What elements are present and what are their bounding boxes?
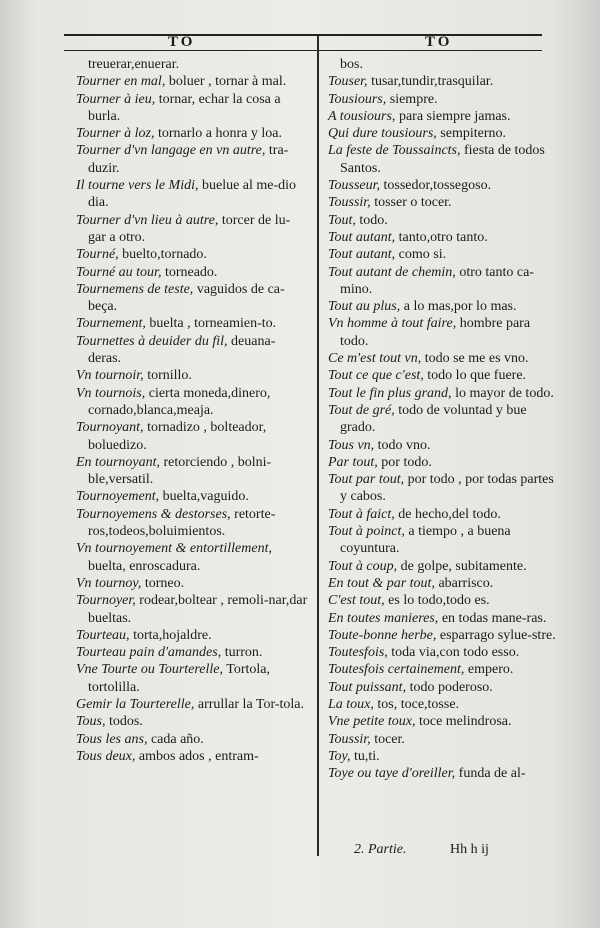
dictionary-entry <box>328 142 556 177</box>
dictionary-entry <box>76 367 308 384</box>
headword: Tourner d'vn lieu à autre, <box>76 212 219 228</box>
dictionary-entry <box>76 419 308 454</box>
definition: buelto,tornado. <box>118 247 207 263</box>
definition: turron. <box>221 645 263 661</box>
dictionary-entry <box>76 592 308 627</box>
headword: Toussir, <box>328 195 371 211</box>
headword: En tout & par tout, <box>328 575 435 591</box>
definition: tornillo. <box>143 368 192 384</box>
headword: Ce m'est tout vn, <box>328 351 422 367</box>
definition: de hecho,del todo. <box>394 506 501 522</box>
headword: Tournettes à deuider du fil, <box>76 333 228 349</box>
dictionary-entry <box>328 315 556 350</box>
dictionary-entry <box>328 696 556 713</box>
definition: todo lo que fuere. <box>423 368 527 384</box>
headword: En tournoyant, <box>76 454 160 470</box>
dictionary-entry <box>328 229 556 246</box>
dictionary-entry <box>328 644 556 661</box>
definition: todo poderoso. <box>406 679 493 695</box>
dictionary-entry <box>328 385 556 402</box>
definition: a tiempo , a buena coyuntura. <box>340 524 511 557</box>
dictionary-entry <box>76 748 308 765</box>
headword: Tourné, <box>76 247 119 263</box>
headword: Tous les ans, <box>76 731 148 747</box>
dictionary-entry <box>328 627 556 644</box>
dictionary-entry <box>328 765 556 782</box>
dictionary-entry <box>76 91 308 126</box>
definition: como si. <box>395 247 447 263</box>
dictionary-entry <box>328 264 556 299</box>
definition: tosser o tocer. <box>370 195 452 211</box>
headword: Tournemens de teste, <box>76 281 194 297</box>
dictionary-entry <box>76 385 308 420</box>
definition: todo vno. <box>374 437 431 453</box>
dictionary-entry <box>76 713 308 730</box>
dictionary-entry <box>328 679 556 696</box>
dictionary-entry <box>328 177 556 194</box>
definition: a lo mas,por lo mas. <box>400 299 517 315</box>
dictionary-entry <box>76 644 308 661</box>
definition: cada año. <box>147 731 204 747</box>
definition: todo. <box>355 212 388 228</box>
headword: Toy, <box>328 748 351 764</box>
headword: Tourner à ieu, <box>76 91 156 107</box>
signature-mark: 2. Partie. <box>354 842 407 857</box>
definition: tornarlo a honra y loa. <box>154 126 282 142</box>
headword: Vn tournoy, <box>76 575 142 591</box>
definition: tu,ti. <box>350 748 380 764</box>
headword: Par tout, <box>328 454 378 470</box>
headword: Vn tournoyement & entortillement, <box>76 541 272 557</box>
headword: Toye ou taye d'oreiller, <box>328 766 456 782</box>
dictionary-entry <box>328 298 556 315</box>
definition: treuerar,enuerar. <box>88 57 180 72</box>
definition: por todo , por todas partes y cabos. <box>340 472 554 505</box>
header-rule <box>64 34 542 36</box>
dictionary-entry <box>328 523 556 558</box>
dictionary-entry <box>76 56 308 73</box>
definition: torneo. <box>141 575 185 591</box>
headword: Tournoyement, <box>76 489 160 505</box>
dictionary-entry <box>328 713 556 730</box>
dictionary-entry <box>328 56 556 73</box>
definition: tra-duzir. <box>88 143 289 176</box>
definition: deuana-deras. <box>88 333 276 367</box>
headword: Tousseur, <box>328 178 381 194</box>
right-column <box>328 56 556 782</box>
headword: Tout par tout, <box>328 472 405 488</box>
headword: Tout à faict, <box>328 506 395 522</box>
headword: Tous, <box>76 714 106 730</box>
dictionary-entry <box>328 471 556 506</box>
headword: Vn tournoir, <box>76 368 144 384</box>
headword: Vne petite toux, <box>328 714 416 730</box>
headword: Tournoyant, <box>76 420 144 436</box>
headword: Vn homme à tout faire, <box>328 316 457 332</box>
headword: Tousiours, <box>328 91 387 107</box>
definition: empero. <box>464 662 514 678</box>
definition: bos. <box>340 57 363 72</box>
definition: otro tanto ca-mino. <box>340 264 534 297</box>
dictionary-entry <box>328 246 556 263</box>
headword: Touser, <box>328 74 368 90</box>
dictionary-entry <box>328 558 556 575</box>
headword: Qui dure tousiours, <box>328 126 437 142</box>
dictionary-entry <box>328 437 556 454</box>
definition: buelta, enroscadura. <box>88 558 201 574</box>
dictionary-entry <box>76 264 308 281</box>
headword: Toutesfois, <box>328 645 388 661</box>
headword: Tout autant, <box>328 229 396 245</box>
headword: Tourteau, <box>76 627 130 643</box>
dictionary-entry <box>328 108 556 125</box>
dictionary-entry <box>328 73 556 90</box>
definition: tornadizo , bolteador, boluedizo. <box>88 420 267 453</box>
headword: Toute-bonne herbe, <box>328 627 437 643</box>
definition: retorciendo , bolni-ble,versatil. <box>88 454 272 488</box>
definition: tornar, echar la cosa a burla. <box>88 91 281 124</box>
header-underline <box>64 50 542 51</box>
definition: todo de voluntad y bue grado. <box>340 402 527 436</box>
headword: Gemir la Tourterelle, <box>76 696 195 712</box>
headword: Toutesfois certainement, <box>328 662 465 678</box>
headword: Tournement, <box>76 316 146 332</box>
definition: de golpe, subitamente. <box>397 558 527 574</box>
dictionary-entry <box>328 367 556 384</box>
dictionary-entry <box>328 748 556 765</box>
definition: torta,hojaldre. <box>129 627 212 643</box>
dictionary-entry <box>328 575 556 592</box>
dictionary-entry <box>76 488 308 505</box>
dictionary-entry <box>328 661 556 678</box>
dictionary-entry <box>328 194 556 211</box>
dictionary-entry <box>328 91 556 108</box>
page-footer <box>328 842 556 860</box>
definition: esparrago sylue-stre. <box>436 627 556 643</box>
dictionary-entry <box>328 610 556 627</box>
headword: En toutes manieres, <box>328 610 439 626</box>
headword: Tout, <box>328 212 356 228</box>
definition: torneado. <box>161 264 218 280</box>
column-divider <box>317 36 319 856</box>
definition: tanto,otro tanto. <box>395 229 488 245</box>
dictionary-entry <box>76 315 308 332</box>
definition: toda via,con todo esso. <box>387 645 520 661</box>
definition: es lo todo,todo es. <box>384 593 490 609</box>
headword: Tout autant, <box>328 247 396 263</box>
definition: tocer. <box>370 731 405 747</box>
dictionary-entry <box>76 177 308 212</box>
definition: buelue al me-dio dia. <box>88 178 297 211</box>
headword: Tout au plus, <box>328 299 401 315</box>
definition: todos. <box>105 714 143 730</box>
left-column <box>76 56 308 765</box>
dictionary-entry <box>76 731 308 748</box>
headword: La toux, <box>328 696 374 712</box>
dictionary-entry <box>76 627 308 644</box>
headword: Tournoyer, <box>76 593 136 609</box>
headword: Tourner en mal, <box>76 74 166 90</box>
headword: Toussir, <box>328 731 371 747</box>
dictionary-entry <box>76 281 308 316</box>
dictionary-entry <box>76 506 308 541</box>
definition: en todas mane-ras. <box>438 610 547 626</box>
headword: Tous vn, <box>328 437 375 453</box>
definition: tusar,tundir,trasquilar. <box>367 74 494 90</box>
dictionary-entry <box>328 731 556 748</box>
headword: Tout à poinct, <box>328 524 405 540</box>
headword: Tournoyemens & destorses, <box>76 506 231 522</box>
headword: Tous deux, <box>76 748 136 764</box>
definition: para siempre jamas. <box>395 108 511 124</box>
headword: Vne Tourte ou Tourterelle, <box>76 662 224 678</box>
definition: siempre. <box>386 91 438 107</box>
headword: Tourner d'vn langage en vn autre, <box>76 143 266 159</box>
definition: lo mayor de todo. <box>451 385 554 401</box>
dictionary-entry <box>76 661 308 696</box>
dictionary-entry <box>76 73 308 90</box>
definition: funda de al- <box>455 766 526 782</box>
dictionary-entry <box>76 125 308 142</box>
definition: hombre para todo. <box>340 316 531 349</box>
definition: torcer de lu-gar a otro. <box>88 212 291 245</box>
dictionary-entry <box>76 142 308 177</box>
running-head-right: TO <box>425 34 453 50</box>
definition: boluer , tornar à mal. <box>165 74 287 90</box>
definition: sempiterno. <box>436 126 506 142</box>
dictionary-entry <box>76 696 308 713</box>
definition: rodear,boltear , remoli-nar,dar bueltas. <box>88 593 308 626</box>
headword: A tousiours, <box>328 108 396 124</box>
definition: tos, toce,tosse. <box>373 696 460 712</box>
dictionary-entry <box>76 540 308 575</box>
headword: Il tourne vers le Midi, <box>76 178 199 194</box>
headword: Tout autant de chemin, <box>328 264 456 280</box>
headword: Tout le fin plus grand, <box>328 385 452 401</box>
dictionary-entry <box>76 454 308 489</box>
dictionary-entry <box>76 333 308 368</box>
headword: Tourné au tour, <box>76 264 162 280</box>
headword: Tout puissant, <box>328 679 407 695</box>
dictionary-entry <box>328 592 556 609</box>
dictionary-entry <box>328 350 556 367</box>
definition: retorte-ros,todeos,boluimientos. <box>88 506 276 540</box>
definition: todo se me es vno. <box>421 351 529 367</box>
headword: Tourner à loz, <box>76 126 155 142</box>
dictionary-entry <box>76 575 308 592</box>
definition: abarrisco. <box>434 575 494 591</box>
dictionary-entry <box>328 454 556 471</box>
definition: fiesta de todos Santos. <box>340 143 545 176</box>
dictionary-entry <box>328 402 556 437</box>
headword: Tout ce que c'est, <box>328 368 424 384</box>
definition: buelta , torneamien-to. <box>145 316 277 332</box>
dictionary-entry <box>76 212 308 247</box>
definition: tossedor,tossegoso. <box>380 178 492 194</box>
dictionary-entry <box>76 246 308 263</box>
definition: ambos ados , entram- <box>135 748 259 764</box>
headword: C'est tout, <box>328 593 385 609</box>
dictionary-entry <box>328 125 556 142</box>
headword: Tout à coup, <box>328 558 398 574</box>
headword: La feste de Toussaincts, <box>328 143 461 159</box>
headword: Tourteau pain d'amandes, <box>76 645 222 661</box>
definition: toce melindrosa. <box>415 714 512 730</box>
dictionary-entry <box>328 212 556 229</box>
headword: Vn tournois, <box>76 385 146 401</box>
definition: arrullar la Tor-tola. <box>194 696 305 712</box>
folio-mark: Hh h ij <box>450 842 489 857</box>
headword: Tout de gré, <box>328 402 395 418</box>
dictionary-entry <box>328 506 556 523</box>
definition: por todo. <box>377 454 432 470</box>
definition: buelta,vaguido. <box>159 489 249 505</box>
definition: cierta moneda,dinero, cornado,blanca,meaja. <box>88 385 271 418</box>
running-head-left: TO <box>168 34 196 50</box>
definition: Tortola, tortolilla. <box>88 662 270 695</box>
definition: vaguidos de ca-beça. <box>88 281 285 315</box>
